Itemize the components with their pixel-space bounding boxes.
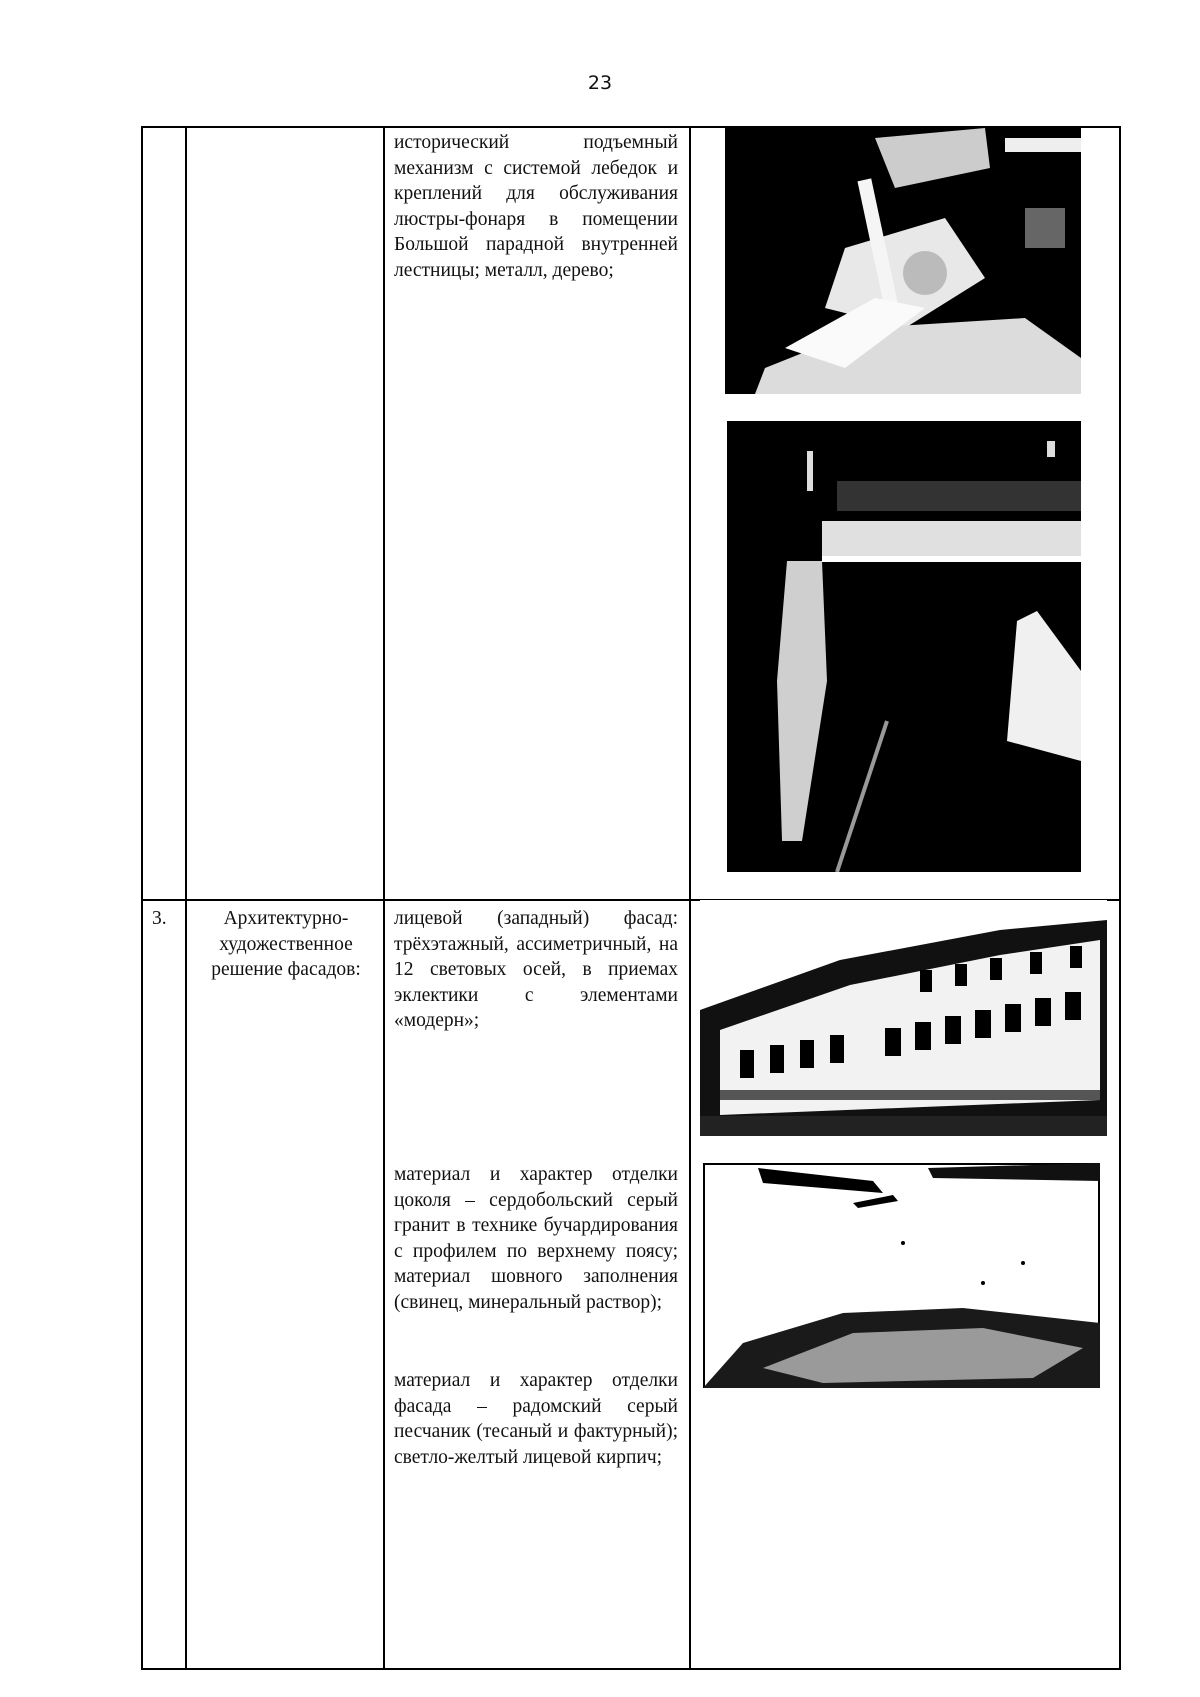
element-name: Архитектурно-художественное решение фасадов: [211,908,361,981]
row-number: 3. [152,908,167,929]
column-divider-2 [383,126,385,1670]
hoist-beam-photo [727,421,1081,872]
hoist-mechanism-photo [725,128,1081,394]
element-description: материал и характер отделки фасада – радомский серый песчаник (тесаный и фактурный); светло-желтый лицевой кирпич; [394,1370,678,1468]
table-border-bottom [141,1668,1121,1670]
element-description: лицевой (западный) фасад: трёхэтажный, ассиметричный, на 12 световых осей, в приемах эклектики с элементами «модерн»; [394,908,678,1032]
facade-photo [700,900,1107,1136]
column-divider-3 [689,126,691,1670]
element-description: материал и характер отделки цоколя – сердобольский серый гранит в технике бучардирования с профилем по верхнему поясу; материал шовного заполнения (свинец, минеральный раствор); [394,1164,678,1313]
table-border-left [141,126,143,1670]
plinth-detail-photo [703,1163,1100,1388]
column-divider-1 [185,126,187,1670]
element-description: исторический подъемный механизм с системой лебедок и креплений для обслуживания люстры-фонаря в помещении Большой парадной внутренней лестницы; металл, дерево; [394,132,678,281]
page-number: 23 [587,72,613,94]
table-border-right [1119,126,1121,1670]
